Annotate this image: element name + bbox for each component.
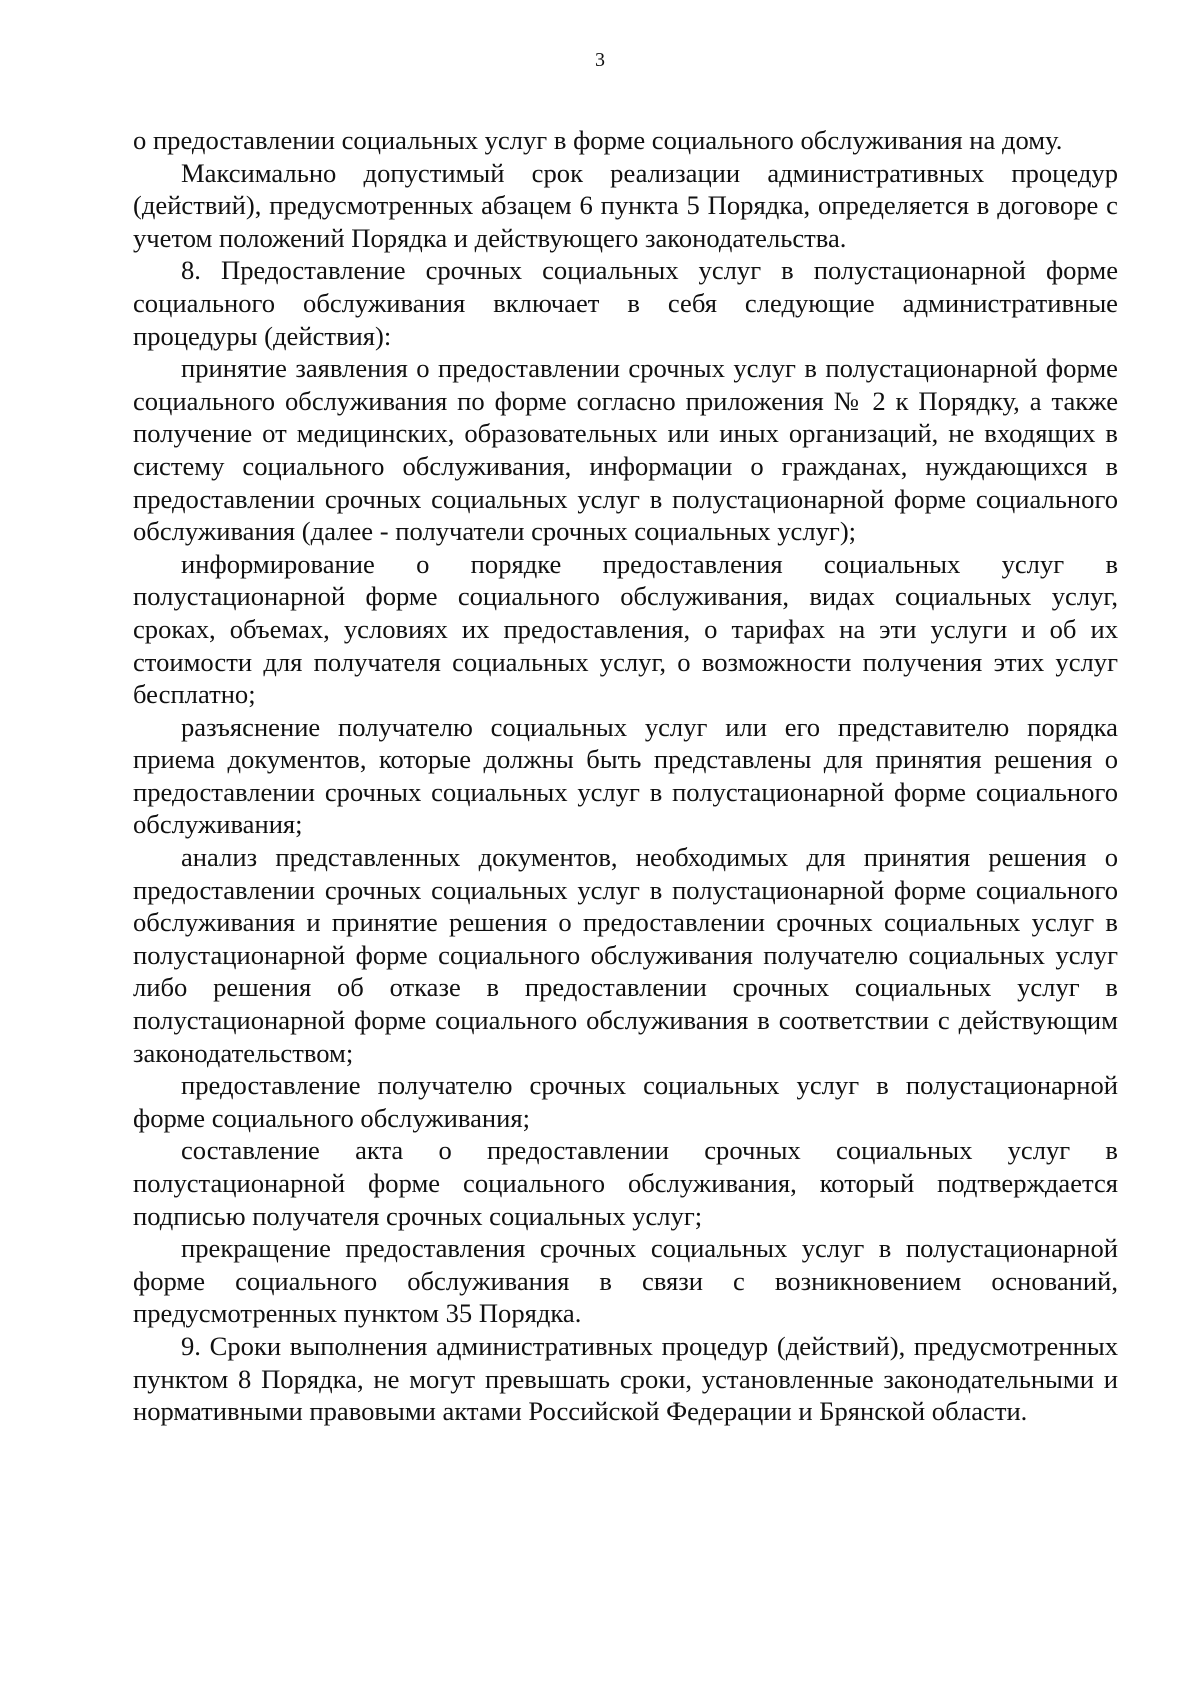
paragraph-analysis: анализ представленных документов, необходимых для принятия решения о предоставлении срочных социальных услуг в полустационарной форме социального обслуживания и принятие решения о предоставлении срочных социальных услуг в полустационарной форме социального обслуживания получателю социальных услуг либо решения об отказе в предоставлении срочных социальных услуг в полустационарной форме социального обслуживания в соответствии с действующим законодательством; bbox=[133, 842, 1118, 1068]
paragraph-continuation: о предоставлении социальных услуг в форме социального обслуживания на дому. bbox=[133, 125, 1063, 155]
paragraph-provision: предоставление получателю срочных социальных услуг в полустационарной форме социального обслуживания; bbox=[133, 1070, 1118, 1133]
paragraph-acceptance-application: принятие заявления о предоставлении срочных услуг в полустационарной форме социального обслуживания по форме согласно приложения № 2 к Порядку, а также получение от медицинских, образовательных или иных организаций, не входящих в систему социального обслуживания, информации о гражданах, нуждающихся в предоставлении срочных социальных услуг в полустационарной форме социального обслуживания (далее - получатели срочных социальных услуг); bbox=[133, 353, 1118, 547]
paragraph-termination: прекращение предоставления срочных социальных услуг в полустационарной форме социального обслуживания в связи с возникновением оснований, предусмотренных пунктом 35 Порядка. bbox=[133, 1233, 1118, 1329]
paragraph-explanation: разъяснение получателю социальных услуг или его представителю порядка приема документов, которые должны быть представлены для принятия решения о предоставлении срочных социальных услуг в полустационарной форме социального обслуживания; bbox=[133, 711, 1118, 840]
paragraph-act: составление акта о предоставлении срочных социальных услуг в полустационарной форме социального обслуживания, который подтверждается подписью получателя срочных социальных услуг; bbox=[133, 1135, 1118, 1231]
paragraph-deadline-note: Максимально допустимый срок реализации административных процедур (действий), предусмотренных абзацем 6 пункта 5 Порядка, определяется в договоре с учетом положений Порядка и действующего законодательства. bbox=[133, 157, 1118, 253]
page-number: 3 bbox=[595, 49, 605, 71]
document-body bbox=[133, 124, 1118, 1428]
paragraph-item-8: 8. Предоставление срочных социальных услуг в полустационарной форме социального обслуживания включает в себя следующие административные процедуры (действия): bbox=[133, 255, 1118, 351]
paragraph-informing: информирование о порядке предоставления социальных услуг в полустационарной форме социального обслуживания, видах социальных услуг, сроках, объемах, условиях их предоставления, о тарифах на эти услуги и об их стоимости для получателя социальных услуг, о возможности получения этих услуг бесплатно; bbox=[133, 548, 1118, 710]
paragraph-item-9: 9. Сроки выполнения административных процедур (действий), предусмотренных пунктом 8 Порядка, не могут превышать сроки, установленные законодательными и нормативными правовыми актами Российской Федерации и Брянской области. bbox=[133, 1330, 1118, 1427]
